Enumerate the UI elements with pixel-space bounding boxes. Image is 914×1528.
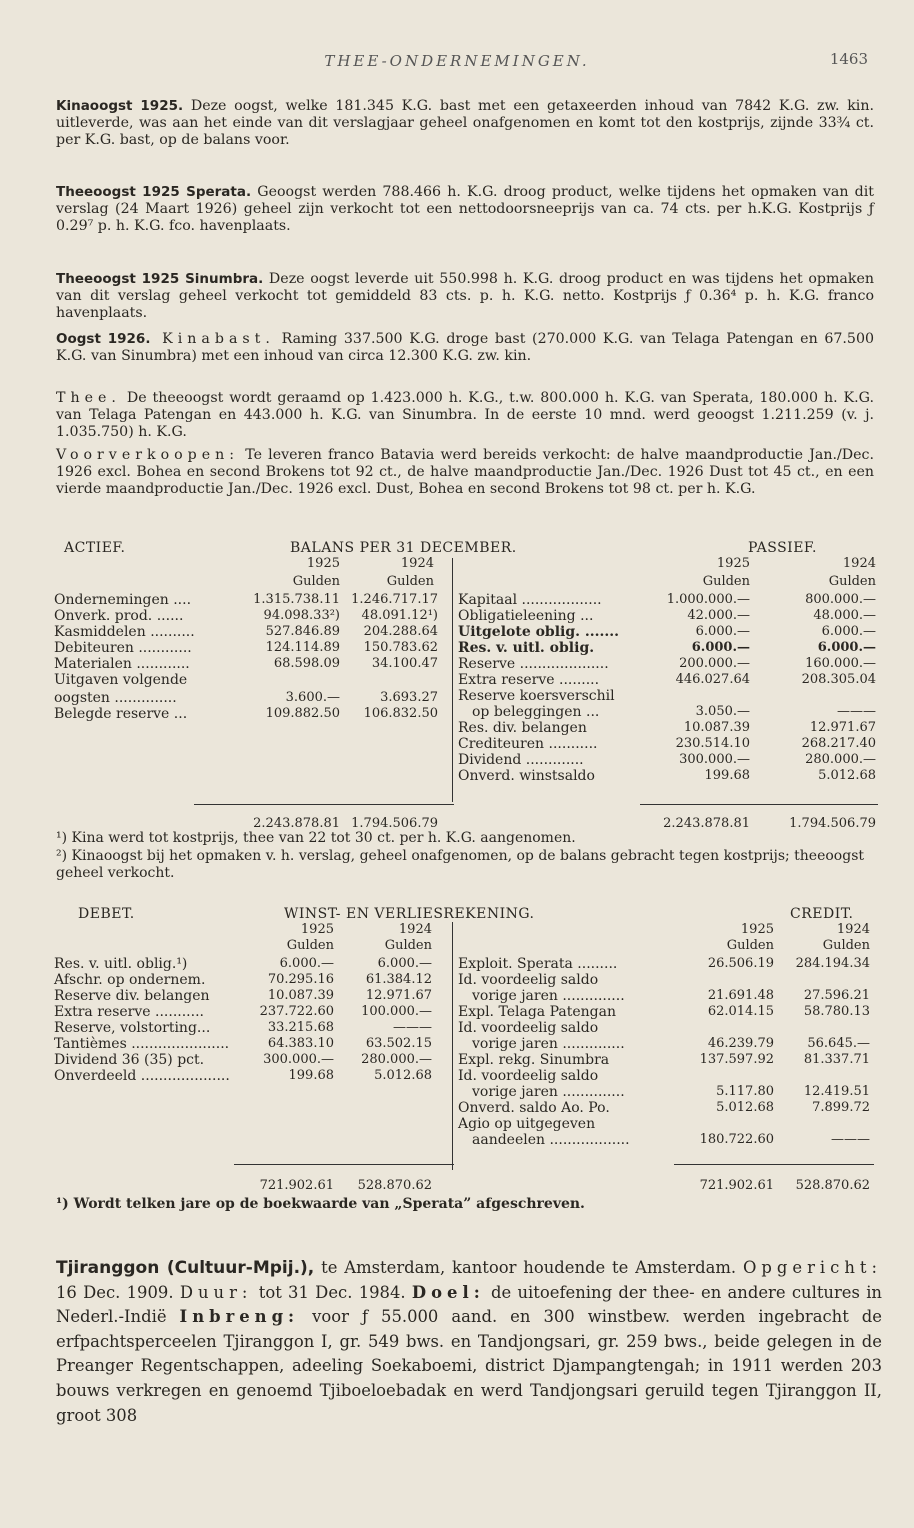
paragraph-voorverkoopen bbox=[56, 447, 874, 499]
table-row: Kasmiddelen .......... bbox=[54, 624, 195, 640]
paragraph-text: De theeoogst wordt geraamd op 1.423.000 h. K.G., t.w. 800.000 h. K.G. van Sperata, 180.000 h. K.G. van Telaga Patengan en 443.000 h. K.G. van Sinumbra. In de eerste 10 mnd. werd geoogst 1.211.259 (v. j. 1.035.750) h. K.G. bbox=[56, 390, 874, 441]
table-row: Belegde reserve ... bbox=[54, 706, 188, 722]
balance-left-year1: 1925 bbox=[306, 556, 340, 571]
table-cell: 3.600.— bbox=[285, 690, 340, 705]
table-cell: 81.337.71 bbox=[803, 1052, 870, 1067]
table-row: Id. voordeelig saldo bbox=[458, 972, 599, 988]
pl-footnote: ¹) Wordt telken jare op de boekwaarde van „Sperata” afgeschreven. bbox=[56, 1196, 585, 1212]
table-cell: 100.000.— bbox=[361, 1004, 432, 1019]
pl-title-right: CREDIT. bbox=[790, 906, 854, 922]
table-cell: 237.722.60 bbox=[259, 1004, 334, 1019]
table-cell: 48.000.— bbox=[813, 608, 876, 623]
table-row: vorige jaren .............. bbox=[472, 1036, 625, 1052]
balance-right-unit1: Gulden bbox=[702, 574, 750, 589]
table-row: Tantièmes ...................... bbox=[54, 1036, 230, 1052]
paragraph-heading: Oogst 1926. bbox=[56, 331, 151, 347]
pl-total-left-1925: 721.902.61 bbox=[259, 1178, 334, 1193]
table-row: Reserve div. belangen bbox=[54, 988, 210, 1004]
table-cell: 12.971.67 bbox=[365, 988, 432, 1003]
table-row: Uitgelote oblig. ....... bbox=[458, 624, 620, 640]
balance-right-total-rule bbox=[640, 804, 878, 805]
paragraph-kinaoogst bbox=[56, 98, 874, 150]
table-cell: 200.000.— bbox=[679, 656, 750, 671]
paragraph-spaced-heading: Thee. bbox=[56, 390, 121, 406]
pl-title-left: DEBET. bbox=[78, 906, 135, 922]
company-intro: te Amsterdam, kantoor houdende te Amsterdam. bbox=[314, 1258, 737, 1277]
duur-value: tot 31 Dec. 1984. bbox=[252, 1282, 406, 1302]
company-entry bbox=[56, 1256, 882, 1428]
table-cell: 6.000.— bbox=[821, 624, 876, 639]
table-cell: 34.100.47 bbox=[371, 656, 438, 671]
table-row: Id. voordeelig saldo bbox=[458, 1020, 599, 1036]
table-cell: 10.087.39 bbox=[267, 988, 334, 1003]
table-row: Materialen ............ bbox=[54, 656, 190, 672]
table-cell: 33.215.68 bbox=[267, 1020, 334, 1035]
paragraph-text: Deze oogst, welke 181.345 K.G. bast met een getaxeerden inhoud van 7842 K.G. zw. kin. uitleverde, was aan het einde van dit verslagjaar geheel onafgenomen en komt tot den kostprijs, zijnde 33¾ ct. per K.G. bast, op de balans voor. bbox=[56, 98, 874, 149]
table-row: Uitgaven volgende bbox=[54, 672, 188, 688]
table-cell: 5.012.68 bbox=[716, 1100, 774, 1115]
pl-left-year1: 1925 bbox=[300, 922, 334, 937]
table-cell: 3.050.— bbox=[695, 704, 750, 719]
table-row: Res. div. belangen bbox=[458, 720, 587, 736]
inbreng-label: Inbreng: bbox=[179, 1307, 300, 1327]
table-cell: 180.722.60 bbox=[699, 1132, 774, 1147]
table-cell: ——— bbox=[837, 704, 876, 719]
table-row: Dividend ............. bbox=[458, 752, 584, 768]
table-cell: 3.693.27 bbox=[380, 690, 438, 705]
table-cell: 6.000.— bbox=[817, 640, 876, 655]
table-row: oogsten .............. bbox=[54, 690, 177, 706]
table-row: Reserve .................... bbox=[458, 656, 609, 672]
table-row: Onverd. winstsaldo bbox=[458, 768, 595, 784]
table-row: aandeelen .................. bbox=[472, 1132, 630, 1148]
balance-right-year1: 1925 bbox=[716, 556, 750, 571]
paragraph-text: Deze oogst leverde uit 550.998 h. K.G. droog product en was tijdens het opmaken van dit verslag geheel verkocht tot gemiddeld 83 cts. p. h. K.G. netto. Kostprijs ƒ 0.36⁴ p. h. K.G. franco havenplaats. bbox=[56, 271, 874, 322]
table-cell: 48.091.12¹) bbox=[361, 608, 438, 623]
table-row: Ondernemingen .... bbox=[54, 592, 192, 608]
table-cell: 230.514.10 bbox=[675, 736, 750, 751]
table-cell: 5.012.68 bbox=[374, 1068, 432, 1083]
page-number: 1463 bbox=[829, 50, 868, 68]
balance-left-unit2: Gulden bbox=[386, 574, 434, 589]
balance-title-left: ACTIEF. bbox=[64, 540, 126, 556]
table-cell: ——— bbox=[831, 1132, 870, 1147]
table-cell: 1.000.000.— bbox=[666, 592, 750, 607]
balance-title-right: PASSIEF. bbox=[748, 540, 817, 556]
table-cell: 56.645.— bbox=[807, 1036, 870, 1051]
table-cell: 46.239.79 bbox=[707, 1036, 774, 1051]
table-row: Debiteuren ............ bbox=[54, 640, 192, 656]
balance-total-right-1925: 2.243.878.81 bbox=[663, 816, 750, 831]
running-header-title: THEE-ONDERNEMINGEN. bbox=[324, 52, 590, 70]
table-cell: 300.000.— bbox=[263, 1052, 334, 1067]
table-row: Onverdeeld .................... bbox=[54, 1068, 230, 1084]
balance-total-left-1925: 2.243.878.81 bbox=[253, 816, 340, 831]
table-cell: ——— bbox=[393, 1020, 432, 1035]
table-row: Res. v. uitl. oblig. bbox=[458, 640, 595, 656]
table-row: Id. voordeelig saldo bbox=[458, 1068, 599, 1084]
table-cell: 150.783.62 bbox=[363, 640, 438, 655]
balance-footnote-2: ²) Kinaoogst bij het opmaken v. h. verslag, geheel onafgenomen, op de balans gebracht tegen kostprijs; theeoogst geheel verkocht. bbox=[56, 848, 865, 881]
table-cell: 5.117.80 bbox=[716, 1084, 774, 1099]
table-row: op beleggingen ... bbox=[472, 704, 600, 720]
paragraph-text: Raming 337.500 K.G. droge bast (270.000 K.G. van Telaga Patengan en 67.500 K.G. van Sinumbra) met een inhoud van circa 12.300 K.G. zw. kin. bbox=[56, 331, 875, 365]
pl-left-unit2: Gulden bbox=[384, 938, 432, 953]
paragraph-heading: Theeoogst 1925 Sinumbra. bbox=[56, 271, 264, 287]
table-cell: 7.899.72 bbox=[812, 1100, 870, 1115]
pl-left-total-rule bbox=[234, 1164, 454, 1165]
paragraph-theeoogst-sperata bbox=[56, 184, 874, 236]
balance-left-unit1: Gulden bbox=[292, 574, 340, 589]
table-cell: 94.098.33²) bbox=[263, 608, 340, 623]
table-cell: 61.384.12 bbox=[365, 972, 432, 987]
table-cell: 284.194.34 bbox=[795, 956, 870, 971]
table-cell: 106.832.50 bbox=[363, 706, 438, 721]
table-cell: 280.000.— bbox=[805, 752, 876, 767]
balance-left-year2: 1924 bbox=[400, 556, 434, 571]
table-row: Afschr. op ondernem. bbox=[54, 972, 206, 988]
table-cell: 109.882.50 bbox=[265, 706, 340, 721]
table-cell: 446.027.64 bbox=[675, 672, 750, 687]
table-row: Reserve, volstorting... bbox=[54, 1020, 211, 1036]
opgericht-label: Opgericht: bbox=[742, 1258, 883, 1277]
paragraph-text: Te leveren franco Batavia werd bereids verkocht: de halve maandproductie Jan./Dec. 1926 excl. Bohea en second Brokens tot 92 ct., de halve maandproductie Jan./Dec. 1926 Dust tot 45 ct., en een vierde maandproductie Jan./Dec. 1926 excl. Dust, Bohea en second Brokens tot 98 ct. per h. K.G. bbox=[56, 447, 874, 498]
pl-left-year2: 1924 bbox=[398, 922, 432, 937]
balance-right-unit2: Gulden bbox=[828, 574, 876, 589]
paragraph-spaced-heading: Kinabast. bbox=[150, 331, 275, 347]
table-cell: 280.000.— bbox=[361, 1052, 432, 1067]
table-cell: 800.000.— bbox=[805, 592, 876, 607]
table-cell: 21.691.48 bbox=[707, 988, 774, 1003]
balance-right-year2: 1924 bbox=[842, 556, 876, 571]
doel-label: Doel: bbox=[411, 1282, 485, 1302]
table-row: Expl. rekg. Sinumbra bbox=[458, 1052, 610, 1068]
table-cell: 70.295.16 bbox=[267, 972, 334, 987]
table-cell: 137.597.92 bbox=[699, 1052, 774, 1067]
opgericht-value: 16 Dec. 1909. bbox=[56, 1282, 174, 1302]
paragraph-theeoogst-sinumbra bbox=[56, 271, 874, 323]
table-row: Reserve koersverschil bbox=[458, 688, 615, 704]
duur-label: Duur: bbox=[179, 1282, 253, 1302]
pl-right-year2: 1924 bbox=[836, 922, 870, 937]
balance-total-left-1924: 1.794.506.79 bbox=[351, 816, 438, 831]
table-cell: 6.000.— bbox=[279, 956, 334, 971]
table-row: vorige jaren .............. bbox=[472, 988, 625, 1004]
table-cell: 26.506.19 bbox=[707, 956, 774, 971]
doel-value: de uitoefening der thee- en andere cultures in Nederl.-Indië bbox=[56, 1282, 882, 1327]
pl-total-right-1925: 721.902.61 bbox=[699, 1178, 774, 1193]
table-row: Agio op uitgegeven bbox=[458, 1116, 596, 1132]
table-cell: 124.114.89 bbox=[265, 640, 340, 655]
paragraph-heading: Kinaoogst 1925. bbox=[56, 98, 184, 114]
balance-title-center: BALANS PER 31 DECEMBER. bbox=[290, 540, 517, 556]
pl-left-unit1: Gulden bbox=[286, 938, 334, 953]
table-row: Extra reserve ......... bbox=[458, 672, 600, 688]
table-row: vorige jaren .............. bbox=[472, 1084, 625, 1100]
table-cell: 1.315.738.11 bbox=[253, 592, 340, 607]
table-cell: 63.502.15 bbox=[365, 1036, 432, 1051]
table-row: Onverk. prod. ...... bbox=[54, 608, 184, 624]
pl-right-year1: 1925 bbox=[740, 922, 774, 937]
table-row: Crediteuren ........... bbox=[458, 736, 598, 752]
profit-loss-table bbox=[54, 906, 879, 1196]
table-row: Extra reserve ........... bbox=[54, 1004, 204, 1020]
table-cell: 27.596.21 bbox=[803, 988, 870, 1003]
table-cell: 62.014.15 bbox=[707, 1004, 774, 1019]
table-cell: 10.087.39 bbox=[683, 720, 750, 735]
table-cell: 5.012.68 bbox=[818, 768, 876, 783]
paragraph-thee bbox=[56, 390, 874, 442]
inbreng-value: voor ƒ 55.000 aand. en 300 winstbew. werden ingebracht de erfpachtsperceelen Tjiranggon I, gr. 549 bws. en Tandjongsari, gr. 259 bws., beide gelegen in de Preanger Regentschappen, adeeling Soekaboemi, district Djampangtengah; in 1911 werden 203 bouws verkregen en genoemd Tjiboeloebadak en werd Tandjongsari geruild tegen Tjiranggon II, groot 308 bbox=[56, 1307, 882, 1425]
table-row: Res. v. uitl. oblig.¹) bbox=[54, 956, 188, 972]
table-row: Kapitaal .................. bbox=[458, 592, 602, 608]
table-row: Obligatieleening ... bbox=[458, 608, 594, 624]
pl-total-left-1924: 528.870.62 bbox=[357, 1178, 432, 1193]
paragraph-heading: Theeoogst 1925 Sperata. bbox=[56, 184, 252, 200]
pl-divider bbox=[452, 922, 453, 1170]
paragraph-spaced-heading: Voorverkoopen: bbox=[56, 447, 240, 463]
table-cell: 6.000.— bbox=[695, 624, 750, 639]
table-cell: 160.000.— bbox=[805, 656, 876, 671]
table-cell: 527.846.89 bbox=[265, 624, 340, 639]
table-cell: 68.598.09 bbox=[273, 656, 340, 671]
table-cell: 199.68 bbox=[288, 1068, 334, 1083]
table-cell: 204.288.64 bbox=[363, 624, 438, 639]
paragraph-oogst-1926 bbox=[56, 331, 874, 365]
table-row: Dividend 36 (35) pct. bbox=[54, 1052, 205, 1068]
pl-right-unit1: Gulden bbox=[726, 938, 774, 953]
company-name: Tjiranggon (Cultuur-Mpij.), bbox=[56, 1258, 315, 1278]
balance-sheet-table bbox=[54, 540, 879, 830]
balance-left-total-rule bbox=[194, 804, 454, 805]
balance-footnote-1: ¹) Kina werd tot kostprijs, thee van 22 tot 30 ct. per h. K.G. aangenomen. bbox=[56, 830, 576, 846]
table-cell: 42.000.— bbox=[687, 608, 750, 623]
pl-title-center: WINST- EN VERLIESREKENING. bbox=[284, 906, 535, 922]
table-cell: 12.971.67 bbox=[809, 720, 876, 735]
table-cell: 199.68 bbox=[704, 768, 750, 783]
table-row: Onverd. saldo Ao. Po. bbox=[458, 1100, 610, 1116]
paragraph-text: Geoogst werden 788.466 h. K.G. droog product, welke tijdens het opmaken van dit verslag (24 Maart 1926) geheel zijn verkocht tot een nettodoorsneeprijs van ca. 74 cts. per h.K.G. Kostprijs ƒ 0.29⁷ p. h. K.G. fco. havenplaats. bbox=[56, 184, 874, 235]
balance-divider bbox=[452, 558, 453, 802]
table-row: Exploit. Sperata ......... bbox=[458, 956, 618, 972]
table-cell: 58.780.13 bbox=[803, 1004, 870, 1019]
pl-right-total-rule bbox=[674, 1164, 874, 1165]
pl-right-unit2: Gulden bbox=[822, 938, 870, 953]
table-cell: 208.305.04 bbox=[801, 672, 876, 687]
table-cell: 268.217.40 bbox=[801, 736, 876, 751]
table-cell: 6.000.— bbox=[377, 956, 432, 971]
table-cell: 12.419.51 bbox=[803, 1084, 870, 1099]
table-cell: 300.000.— bbox=[679, 752, 750, 767]
balance-total-right-1924: 1.794.506.79 bbox=[789, 816, 876, 831]
table-cell: 1.246.717.17 bbox=[351, 592, 438, 607]
pl-total-right-1924: 528.870.62 bbox=[795, 1178, 870, 1193]
table-cell: 64.383.10 bbox=[267, 1036, 334, 1051]
table-cell: 6.000.— bbox=[691, 640, 750, 655]
table-row: Expl. Telaga Patengan bbox=[458, 1004, 616, 1020]
